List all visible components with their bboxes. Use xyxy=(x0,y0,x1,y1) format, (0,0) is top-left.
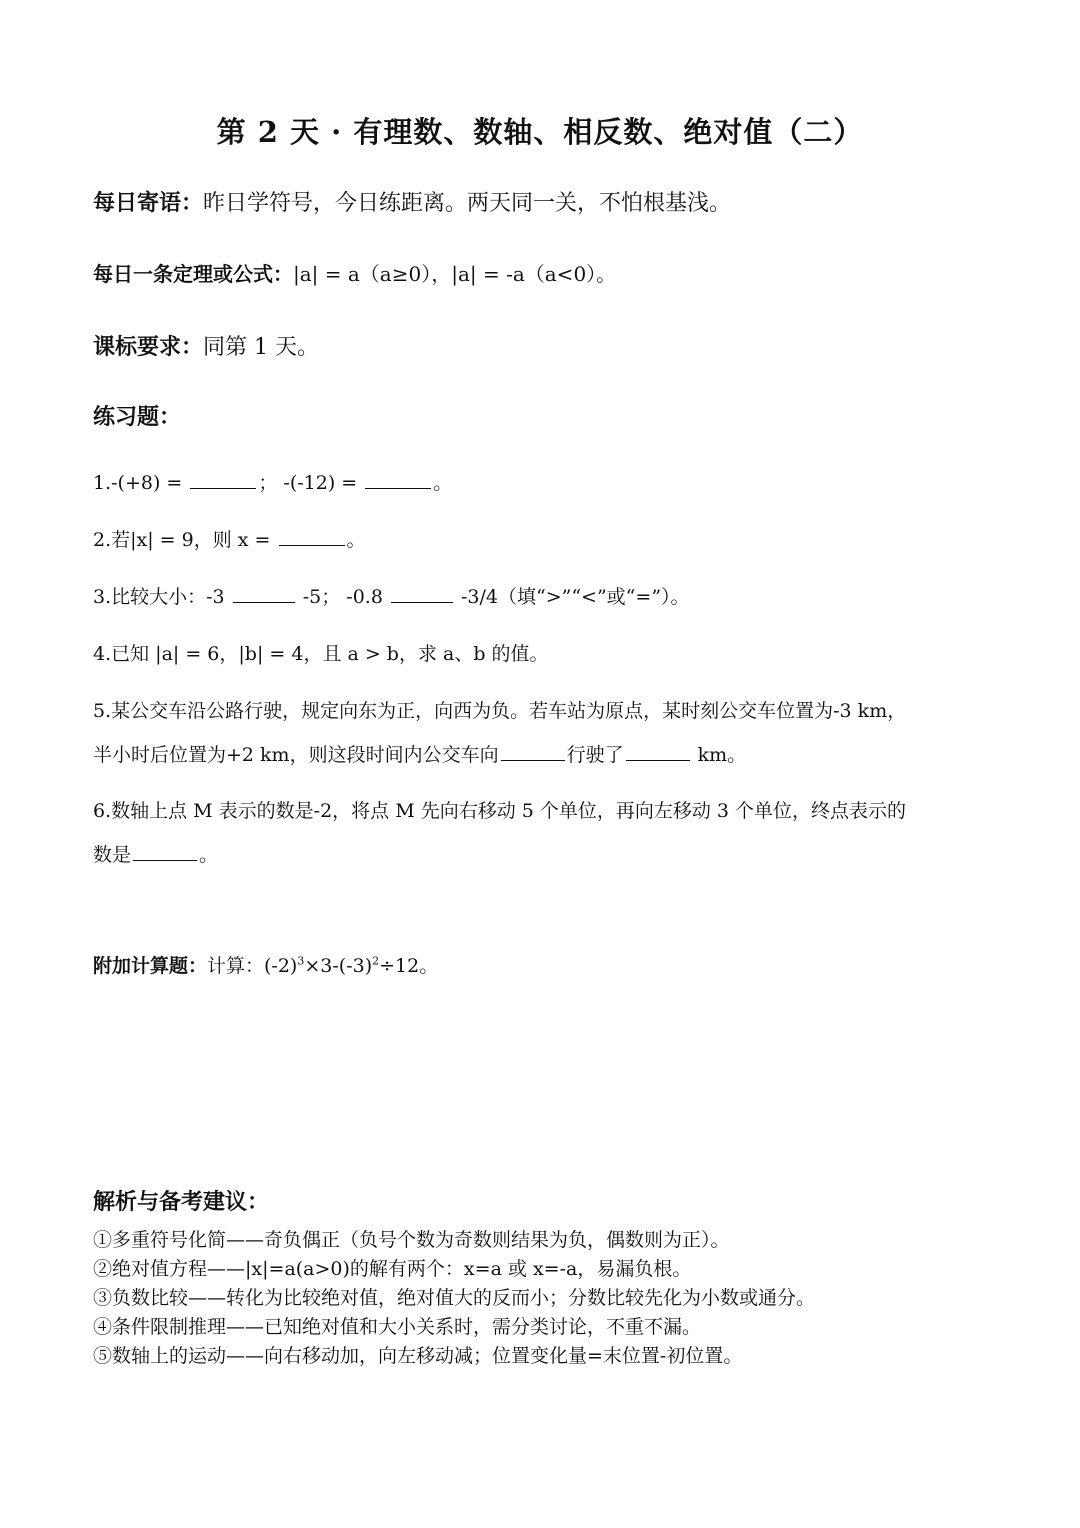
bonus-text-prefix: 计算：(-2) xyxy=(207,955,298,977)
question-5-text-a: 半小时后位置为+2 km，则这段时间内公交车向 xyxy=(93,744,499,766)
daily-motto-label: 每日寄语： xyxy=(93,190,204,216)
analysis-heading: 解析与备考建议： xyxy=(93,1189,270,1215)
question-1-text-a: 1.-(+8) = xyxy=(93,472,189,494)
answer-blank[interactable] xyxy=(233,584,295,603)
daily-formula xyxy=(93,258,616,287)
analysis-item: ②绝对值方程——|x|=a(a>0)的解有两个：x=a 或 x=-a，易漏负根。 xyxy=(93,1258,692,1280)
question-5-line-1: 5.某公交车沿公路行驶，规定向东为正，向西为负。若车站为原点，某时刻公交车位置为-3 km， xyxy=(93,700,907,722)
answer-blank[interactable] xyxy=(626,742,690,761)
daily-formula-text: |a| = a（a≥0），|a| = -a（a<0）。 xyxy=(293,262,617,286)
analysis-item: ③负数比较——转化为比较绝对值，绝对值大的反而小；分数比较先化为小数或通分。 xyxy=(93,1287,816,1309)
question-1 xyxy=(93,468,452,495)
curriculum-standard-label: 课标要求： xyxy=(93,334,204,360)
question-3-text-c: -3/4（填“>”“<”或“=”）。 xyxy=(454,586,690,608)
answer-blank[interactable] xyxy=(279,527,345,546)
question-2-text-b: 。 xyxy=(346,529,366,551)
question-4: 4.已知 |a| = 6，|b| = 4，且 a > b，求 a、b 的值。 xyxy=(93,643,549,665)
exponent-2: 2 xyxy=(372,954,380,968)
question-2-text-a: 2.若|x| = 9，则 x = xyxy=(93,529,277,551)
analysis-item: ①多重符号化简——奇负偶正（负号个数为奇数则结果为负，偶数则为正）。 xyxy=(93,1229,730,1251)
curriculum-standard-text: 同第 1 天。 xyxy=(203,335,319,360)
bonus-problem xyxy=(93,951,438,978)
answer-blank[interactable] xyxy=(391,584,453,603)
question-1-text-c: 。 xyxy=(433,472,453,494)
analysis-list xyxy=(93,1226,815,1371)
curriculum-standard xyxy=(93,330,319,361)
question-6-line-2 xyxy=(93,840,218,867)
answer-blank[interactable] xyxy=(190,470,256,489)
question-3-text-a: 3.比较大小：-3 xyxy=(93,586,231,608)
question-6-text-b: 。 xyxy=(199,844,219,866)
analysis-item: ④条件限制推理——已知绝对值和大小关系时，需分类讨论，不重不漏。 xyxy=(93,1316,702,1338)
exercises-heading: 练习题： xyxy=(93,404,182,430)
question-3 xyxy=(93,582,690,609)
answer-blank[interactable] xyxy=(133,842,197,861)
question-5-line-2 xyxy=(93,740,746,767)
bonus-text-suffix: ÷12。 xyxy=(379,955,439,977)
question-2 xyxy=(93,525,366,552)
analysis-item: ⑤数轴上的运动——向右移动加，向左移动减；位置变化量=末位置-初位置。 xyxy=(93,1345,743,1367)
daily-motto xyxy=(93,186,731,217)
answer-blank[interactable] xyxy=(365,470,431,489)
daily-formula-label: 每日一条定理或公式： xyxy=(93,262,293,286)
bonus-text-middle: ×3-(-3) xyxy=(304,955,373,977)
question-5-text-c: km。 xyxy=(691,744,747,766)
answer-blank[interactable] xyxy=(501,742,565,761)
bonus-problem-label: 附加计算题： xyxy=(93,955,208,977)
daily-motto-text: 昨日学符号，今日练距离。两天同一关，不怕根基浅。 xyxy=(203,191,732,216)
question-3-text-b: -5； -0.8 xyxy=(296,586,389,608)
question-5-text-b: 行驶了 xyxy=(566,744,624,766)
page-title: 第 2 天 · 有理数、数轴、相反数、绝对值（二） xyxy=(216,115,864,149)
exponent-1: 3 xyxy=(297,954,305,968)
question-6-text-a: 数是 xyxy=(93,844,132,866)
question-6-line-1: 6.数轴上点 M 表示的数是-2，将点 M 先向右移动 5 个单位，再向左移动 3 个单位，终点表示的 xyxy=(93,800,907,822)
question-1-text-b: ； -(-12) = xyxy=(258,472,364,494)
